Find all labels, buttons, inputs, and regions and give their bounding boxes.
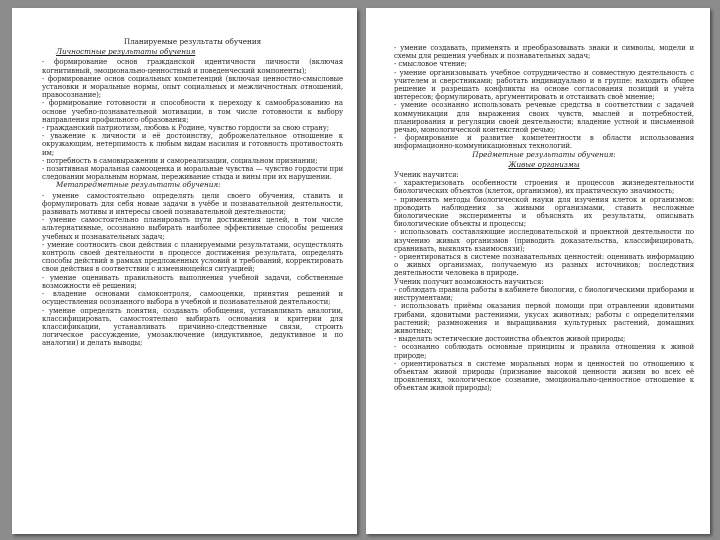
- paragraph: Ученик научится:: [394, 171, 459, 180]
- paragraph: - смысловое чтение;: [394, 60, 467, 69]
- page-title: Планируемые результаты обучения: [123, 38, 262, 46]
- document-page-right: [366, 8, 710, 534]
- paragraph: - соблюдать правила работы в кабинете биологии, с биологическими приборами и инструментами;: [394, 285, 694, 303]
- left-text-body: [42, 48, 343, 347]
- paragraph: - ориентироваться в системе моральных норм и ценностей по отношению к объектам живой природы (признание высокой ценности жизни во всех её проявлениях, экологическое сознание, эмоционально-ценностное отношение к объектам живой природы);: [394, 359, 694, 393]
- paragraph: - умение соотносить свои действия с планируемыми результатами, осуществлять контроль своей деятельности в процессе достижения результата, определять способы действий в рамках предложенных условий и требований, корректировать свои действия в соответствии с изменяющейся ситуацией;: [42, 240, 343, 274]
- paragraph: - характеризовать особенности строения и процессов жизнедеятельности биологических объектов (клеток, организмов), их практическую значимость;: [394, 179, 694, 196]
- paragraph: - умение оценивать правильность выполнения учебной задачи, собственные возможности её решения;: [42, 273, 343, 290]
- document-page-left: [12, 8, 357, 534]
- paragraph: - потребность в самовыражении и самореализации, социальном признании;: [42, 156, 318, 165]
- paragraph: - осознанно соблюдать основные принципы и правила отношения к живой природе;: [394, 343, 694, 360]
- paragraph: - выделять эстетические достоинства объектов живой природы;: [394, 335, 626, 344]
- paragraph: - использовать составляющие исследовательской и проектной деятельности по изучению живых организмов (приводить доказательства, классифицировать, сравнивать, выявлять взаимосвязи);: [394, 228, 694, 253]
- page-left-column: [42, 38, 343, 526]
- paragraph: - формирование основ гражданской идентичности личности (включая когнитивный, эмоционально-ценностный и поведенческий компоненты);: [42, 58, 343, 75]
- paragraph: - позитивная моральная самооценка и моральные чувства — чувство гордости при следовании моральным нормам, переживание стыда и вины при их нарушении.: [42, 165, 343, 182]
- paragraph: - ориентироваться в системе познавательных ценностей: оценивать информацию о живых организмах, получаемую из разных источников; последствия деятельности человека в природе.: [394, 253, 694, 278]
- paragraph: - уважение к личности и её достоинству, доброжелательное отношение к окружающим, нетерпимость к любым видам насилия и готовность противостоять им;: [42, 132, 343, 157]
- paragraph: - умение организовывать учебное сотрудничество и совместную деятельность с учителем и сверстниками; работать индивидуально и в группе: находить общее решение и разрешать конфликты на основе согласования позиций и учёта интересов; формулировать, аргументировать и отстаивать своё мнение;: [394, 68, 694, 102]
- section-heading: Предметные результаты обучения:: [472, 149, 616, 159]
- paragraph: - умение определять понятия, создавать обобщения, устанавливать аналогии, классифицировать, самостоятельно выбирать основания и критерии для классификации, устанавливать причинно-следственные связи, строить логическое рассуждение, умозаключение (индуктивное, дедуктивное и по аналогии) и делать выводы;: [42, 306, 343, 348]
- right-text-body: [394, 44, 694, 393]
- paragraph: Ученик получит возможность научиться:: [394, 277, 544, 286]
- section-heading: Метапредметные результаты обучения:: [56, 180, 221, 190]
- paragraph: - применять методы биологической науки для изучения клеток и организмов: проводить наблюдения за живыми организмами, ставить несложные биологические эксперименты и объяснять их результаты, описывать биологические объекты и процессы;: [394, 195, 694, 229]
- section-heading: Личностные результаты обучения: [56, 47, 196, 57]
- paragraph: - умение создавать, применять и преобразовывать знаки и символы, модели и схемы для решения учебных и познавательных задач;: [394, 44, 694, 61]
- paragraph: - формирование основ социальных компетенций (включая ценностно-смысловые установки и моральные нормы, опыт социальных и межличностных отношений, правосознание);: [42, 74, 343, 100]
- paragraph: - умение осознанно использовать речевые средства в соответствии с задачей коммуникации для выражения своих чувств, мыслей и потребностей, планирования и регуляции своей деятельности; владение устной и письменной речью, монологической контекстной речью;: [394, 101, 694, 135]
- paragraph: - умение самостоятельно определять цели своего обучения, ставить и формулировать для себя новые задачи в учёбе и познавательной деятельности, развивать мотивы и интересы своей познавательной деятельности;: [42, 191, 343, 217]
- page-right-column: [394, 44, 694, 526]
- section-heading: Живые организмы: [508, 159, 580, 169]
- paragraph: - формирование и развитие компетентности в области использования информационно-коммуникационных технологий.: [394, 134, 694, 151]
- paragraph: - гражданский патриотизм, любовь к Родине, чувство гордости за свою страну;: [42, 124, 330, 133]
- paragraph: - использовать приёмы оказания первой помощи при отравлении ядовитыми грибами, ядовитыми растениями, укусах животных; работы с определителями растений; размножения и выращивания культурных растений, домашних животных;: [394, 302, 694, 335]
- paragraph: - умение самостоятельно планировать пути достижения целей, в том числе альтернативные, осознанно выбирать наиболее эффективные способы решения учебных и познавательных задач;: [42, 216, 343, 241]
- paragraph: - владение основами самоконтроля, самооценки, принятия решений и осуществления осознанного выбора в учебной и познавательной деятельности;: [42, 290, 343, 307]
- paragraph: - формирование готовности и способности к переходу к самообразованию на основе учебно-познавательной мотивации, в том числе готовности к выбору направления профильного образования;: [42, 99, 343, 124]
